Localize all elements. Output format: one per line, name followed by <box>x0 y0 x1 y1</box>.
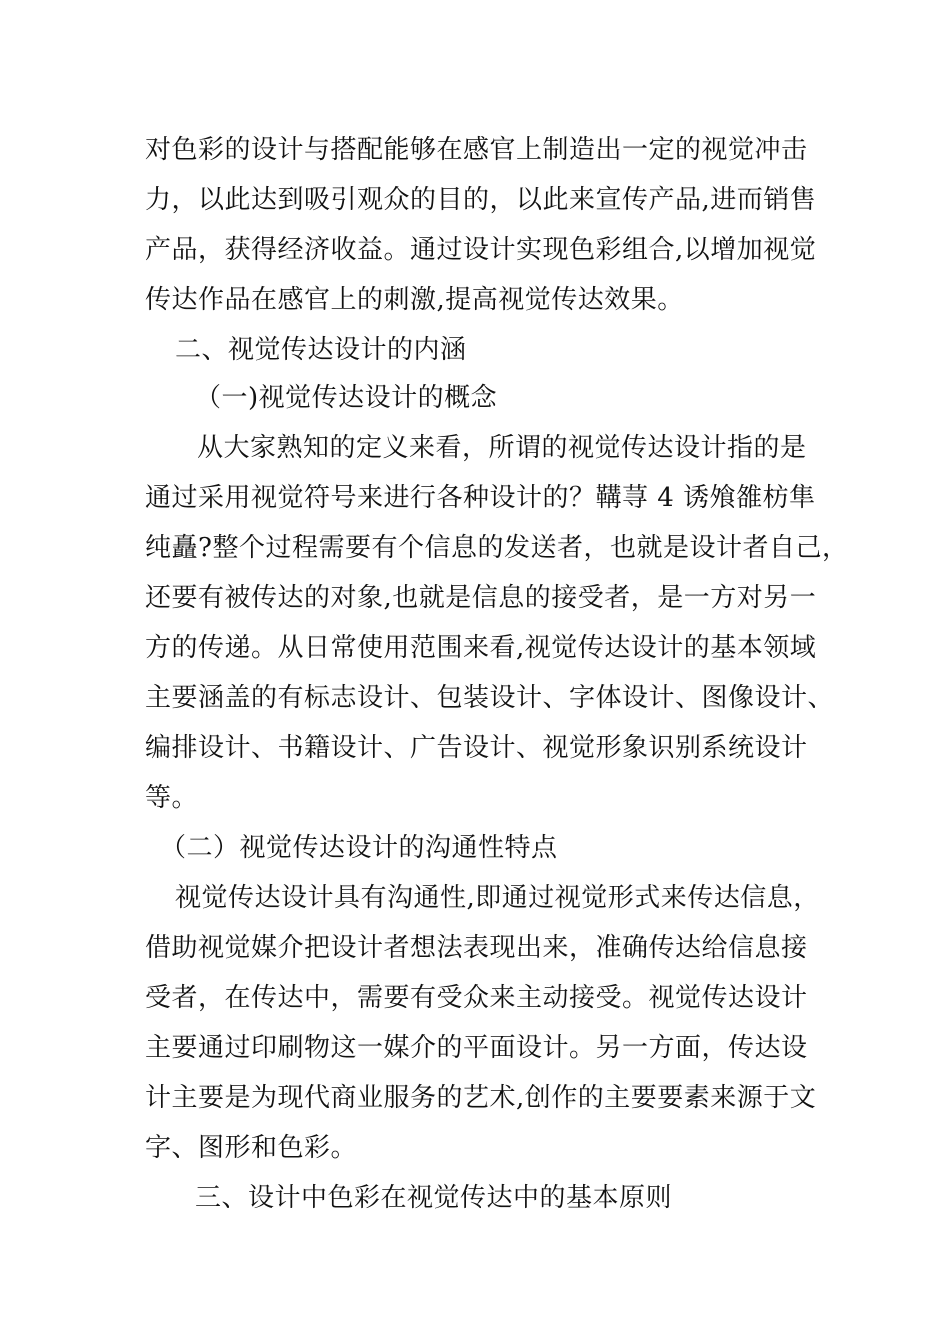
body-text-line: 受者，在传达中，需要有受众来主动接受。视觉传达设计 <box>145 983 808 1013</box>
subsection-heading: （二）视觉传达设计的沟通性特点 <box>160 833 558 863</box>
section-heading: 二、视觉传达设计的内涵 <box>175 335 467 365</box>
body-text-line: 计主要是为现代商业服务的艺术,创作的主要要素来源于文 <box>145 1083 817 1113</box>
body-text-line: 纯矗?整个过程需要有个信息的发送者，也就是设计者自己， <box>145 533 849 563</box>
body-text-line: 视觉传达设计具有沟通性,即通过视觉形式来传达信息， <box>175 883 820 913</box>
body-text-line: 对色彩的设计与搭配能够在感官上制造出一定的视觉冲击 <box>145 135 808 165</box>
body-text-line: 力，以此达到吸引观众的目的，以此来宣传产品,进而销售 <box>145 185 817 215</box>
body-text-line: 通过采用视觉符号来进行各种设计的？鞲荨 4 诱飧雒枋隼 <box>145 483 816 513</box>
body-text-line: 还要有被传达的对象,也就是信息的接受者，是一方对另一 <box>145 583 817 613</box>
body-text-line: 借助视觉媒介把设计者想法表现出来，准确传达给信息接 <box>145 933 808 963</box>
body-text-line: 字、图形和色彩。 <box>145 1133 358 1163</box>
body-text-line: 从大家熟知的定义来看，所谓的视觉传达设计指的是 <box>197 433 807 463</box>
body-text-line: 编排设计、书籍设计、广告设计、视觉形象识别系统设计 <box>145 733 808 763</box>
body-text-line: 主要通过印刷物这一媒介的平面设计。另一方面，传达设 <box>145 1033 808 1063</box>
body-text-line: 传达作品在感官上的刺激,提高视觉传达效果。 <box>145 285 684 315</box>
section-heading: 三、设计中色彩在视觉传达中的基本原则 <box>195 1183 673 1213</box>
body-text-line: 方的传递。从日常使用范围来看,视觉传达设计的基本领域 <box>145 633 817 663</box>
subsection-heading: （一)视觉传达设计的概念 <box>195 383 498 413</box>
body-text-line: 产品，获得经济收益。通过设计实现色彩组合,以增加视觉 <box>145 235 817 265</box>
body-text-line: 等。 <box>145 783 199 813</box>
body-text-line: 主要涵盖的有标志设计、包装设计、字体设计、图像设计、 <box>145 683 835 713</box>
